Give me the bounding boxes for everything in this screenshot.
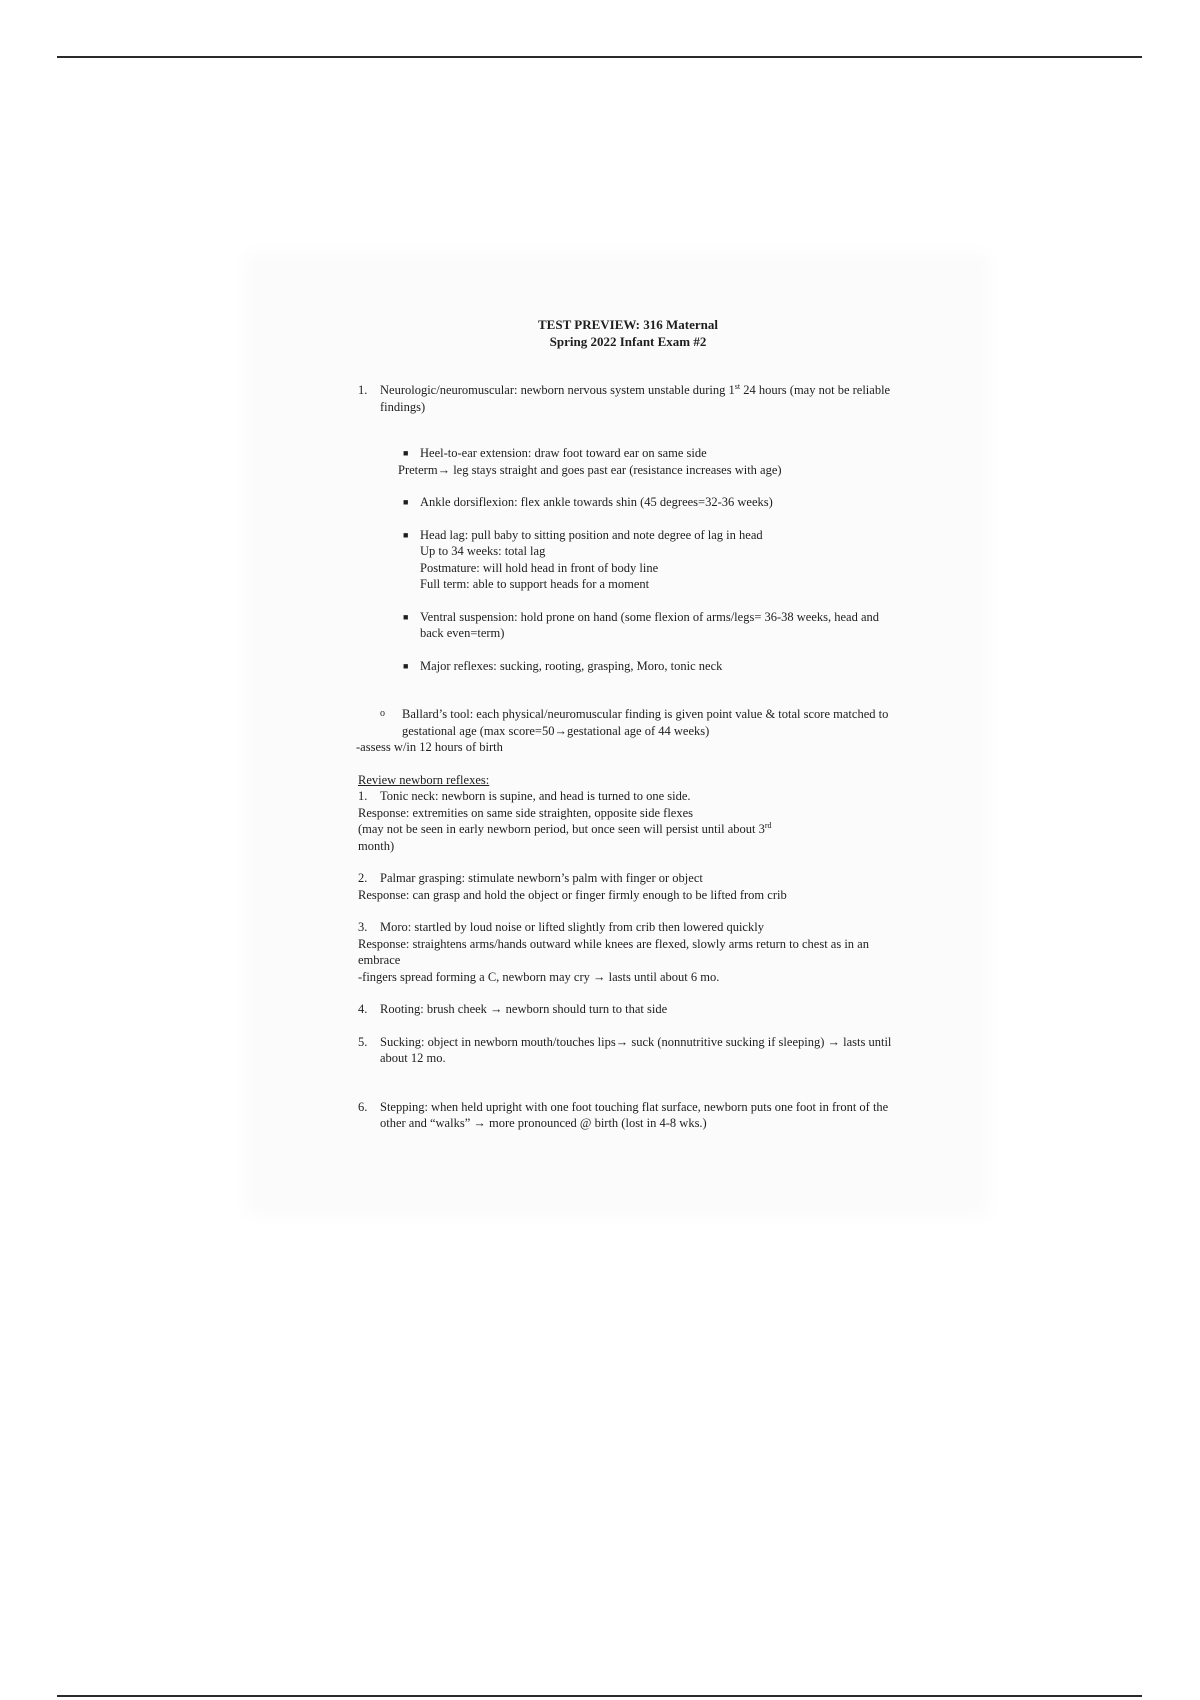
reflex-number: 6. xyxy=(358,1099,368,1114)
item-1 xyxy=(358,382,898,415)
bottom-divider xyxy=(57,1695,1142,1697)
reflex-title: Palmar grasping: stimulate newborn’s palm with finger or object xyxy=(380,871,703,885)
reflex-number: 5. xyxy=(358,1034,368,1049)
head-lag-line-2: Postmature: will hold head in front of body line xyxy=(420,560,659,575)
head-lag-line-1: Up to 34 weeks: total lag xyxy=(420,544,546,558)
bullet-text: Ankle dorsiflexion: flex ankle towards shin (45 degrees=32-36 weeks) xyxy=(420,495,773,509)
reflex-tonic-neck xyxy=(358,788,898,854)
bullet-icon: ■ xyxy=(403,448,409,458)
reflex-title: Sucking: object in newborn mouth/touches lips→ suck (nonnutritive sucking if sleeping) → lasts until about 12 mo. xyxy=(380,1034,892,1065)
bullet-icon: ■ xyxy=(403,611,409,622)
bullet-icon: ■ xyxy=(403,660,409,671)
reflex-title: Moro: startled by loud noise or lifted slightly from crib then lowered quickly xyxy=(380,920,764,934)
reflex-line: month) xyxy=(358,838,395,853)
reflex-number: 4. xyxy=(358,1002,368,1016)
reflex-number: 3. xyxy=(358,920,368,934)
reflex-number: 1. xyxy=(358,789,368,803)
reflex-stepping xyxy=(358,1099,898,1132)
reflex-line: Response: straightens arms/hands outward while knees are flexed, slowly arms return to chest as in an embrace xyxy=(358,936,869,967)
title-line-1: TEST PREVIEW: 316 Maternal xyxy=(538,317,718,332)
item-1-text-b: 24 hours (may not be reliable findings) xyxy=(380,383,891,414)
item-1-sup: st xyxy=(734,381,741,391)
reflex-sup: rd xyxy=(764,820,772,830)
reflex-line: (may not be seen in early newborn period, but once seen will persist until about 3 xyxy=(358,822,765,836)
bullet-head-lag xyxy=(398,527,898,593)
reflex-title: Tonic neck: newborn is supine, and head is turned to one side. xyxy=(380,789,691,803)
reflex-line: -fingers spread forming a C, newborn may cry → lasts until about 6 mo. xyxy=(358,969,720,984)
reflex-moro xyxy=(358,919,898,985)
reflex-line: Response: can grasp and hold the object or finger firmly enough to be lifted from crib xyxy=(358,887,787,902)
bullet-text: Heel-to-ear extension: draw foot toward ear on same side xyxy=(420,446,707,460)
bullet-ventral-suspension xyxy=(398,609,898,642)
title-line-2: Spring 2022 Infant Exam #2 xyxy=(549,334,707,349)
bullet-text: Major reflexes: sucking, rooting, grasping, Moro, tonic neck xyxy=(420,658,723,673)
reflex-line: Response: extremities on same side straighten, opposite side flexes xyxy=(358,805,693,820)
preterm-line: Preterm→ leg stays straight and goes past ear (resistance increases with age) xyxy=(398,462,782,477)
bullet-icon: ■ xyxy=(403,497,409,507)
bullet-text: Ventral suspension: hold prone on hand (some flexion of arms/legs= 36-38 weeks, head and back even=term) xyxy=(420,609,880,640)
ballard-note: -assess w/in 12 hours of birth xyxy=(356,740,503,754)
reflex-number: 2. xyxy=(358,871,368,885)
reflex-sucking xyxy=(358,1034,898,1067)
review-heading: Review newborn reflexes: xyxy=(358,772,490,787)
assessment-bullets xyxy=(398,445,898,674)
bullet-ankle-dorsiflexion xyxy=(398,494,898,511)
top-divider xyxy=(57,56,1142,58)
ballard-text: Ballard’s tool: each physical/neuromuscular finding is given point value & total score matched to gestational age (max score=50→gestational age of 44 weeks) xyxy=(402,707,889,738)
reflex-title: Rooting: brush cheek → newborn should turn to that side xyxy=(380,1002,668,1016)
reflex-palmar-grasping xyxy=(358,870,898,903)
reflex-rooting xyxy=(358,1001,898,1018)
head-lag-line-3: Full term: able to support heads for a moment xyxy=(420,577,650,591)
reflex-title: Stepping: when held upright with one foot touching flat surface, newborn puts one foot in front of the other and “walks” → more pronounced @ birth (lost in 4-8 wks.) xyxy=(380,1099,889,1130)
bullet-major-reflexes xyxy=(398,658,898,675)
circle-bullet-icon: o xyxy=(380,708,385,719)
ballard-item xyxy=(380,706,898,739)
document-title xyxy=(358,316,898,350)
item-1-text-a: Neurologic/neuromuscular: newborn nervous system unstable during 1 xyxy=(380,383,735,397)
item-1-number: 1. xyxy=(358,383,368,397)
bullet-text: Head lag: pull baby to sitting position and note degree of lag in head xyxy=(420,527,763,542)
bullet-icon: ■ xyxy=(403,529,409,540)
bullet-heel-to-ear xyxy=(398,445,898,462)
document-body xyxy=(358,316,898,1148)
review-section xyxy=(358,772,898,1132)
